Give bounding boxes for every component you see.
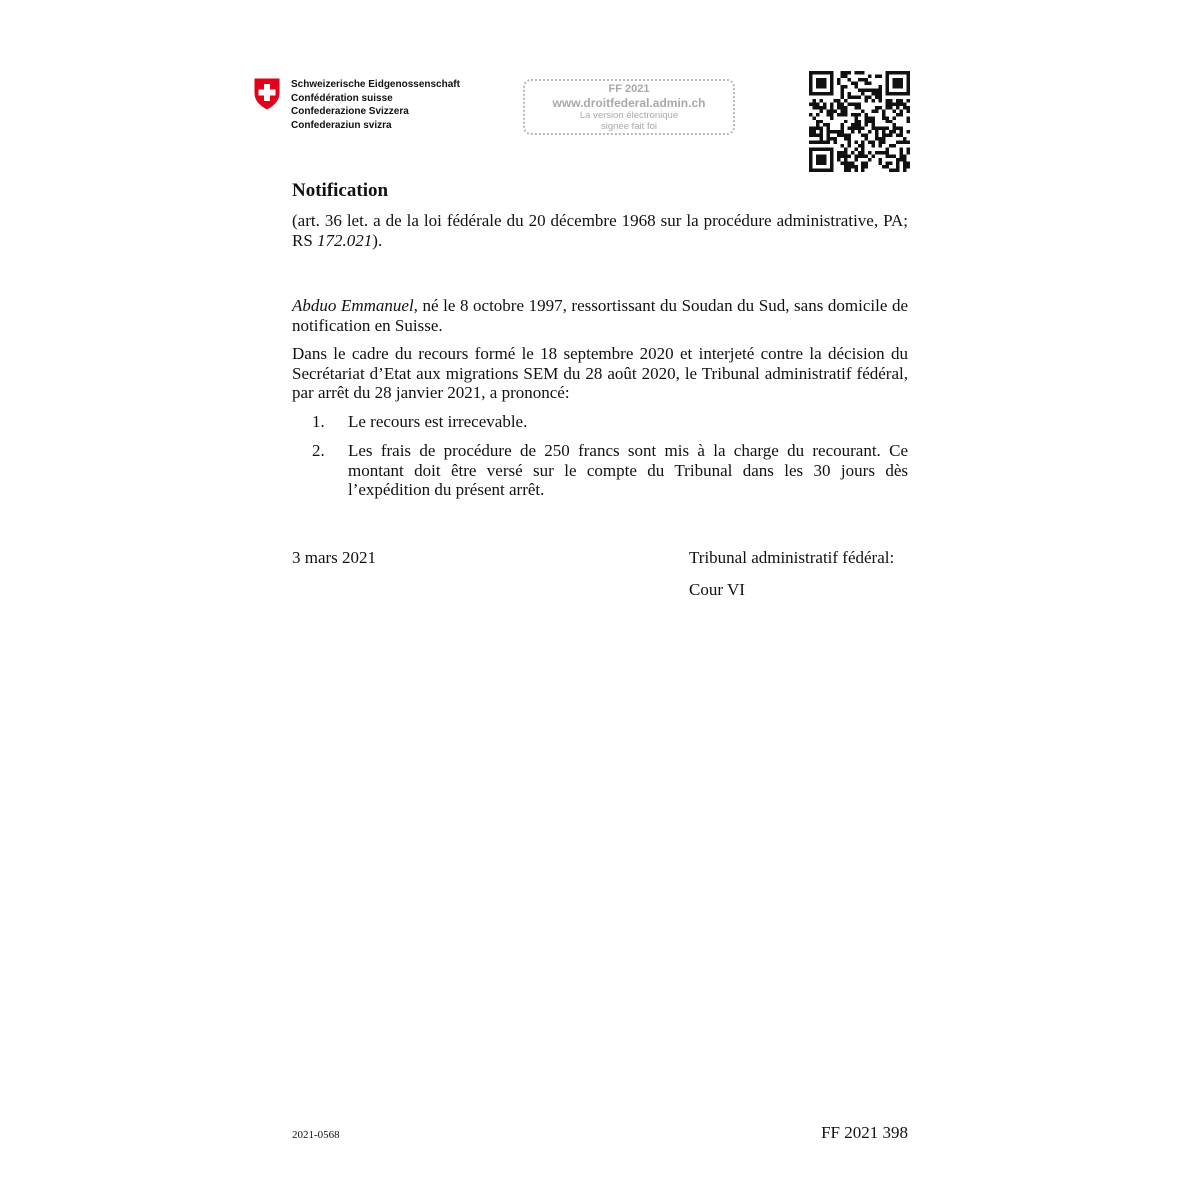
legal-reference bbox=[292, 211, 908, 250]
ref-prefix: (art. 36 let. a de la loi fédérale du 20 décembre 1968 sur la procédure administrative, PA; RS bbox=[292, 211, 908, 250]
list-item-text: Les frais de procédure de 250 francs sont mis à la charge du recourant. Ce montant doit être versé sur le compte du Tribunal dans les 30 jours dès l’expédition du présent arrêt. bbox=[348, 441, 908, 499]
page-reference: FF 2021 398 bbox=[821, 1123, 908, 1142]
electronic-version-stamp bbox=[523, 79, 735, 135]
stamp-line-4: signée fait foi bbox=[601, 121, 657, 132]
decision-paragraph: Dans le cadre du recours formé le 18 septembre 2020 et interjeté contre la décision du Secrétariat d’Etat aux migrations SEM du 28 août 2020, le Tribunal administratif fédéral, par arrêt du 28 janvier 2021, a prononcé: bbox=[292, 344, 908, 402]
list-item-text: Le recours est irrecevable. bbox=[348, 412, 528, 431]
swiss-emblem-icon bbox=[252, 77, 282, 111]
stamp-line-1: FF 2021 bbox=[608, 83, 650, 95]
confederation-it: Confederazione Svizzera bbox=[291, 106, 409, 117]
addressee-name: Abduo Emmanuel bbox=[292, 296, 414, 315]
page-title: Notification bbox=[292, 180, 389, 201]
addressee-details: , né le 8 octobre 1997, ressortissant du Soudan du Sud, sans domicile de notification en Suisse. bbox=[292, 296, 908, 335]
court-chamber: Cour VI bbox=[689, 580, 745, 599]
ref-rs-number: 172.021 bbox=[317, 230, 373, 250]
stamp-line-3: La version électronique bbox=[579, 110, 679, 121]
confederation-names bbox=[291, 78, 460, 132]
qr-code-icon bbox=[809, 71, 910, 172]
confederation-fr: Confédération suisse bbox=[291, 92, 393, 104]
confederation-de: Schweizerische Eidgenossenschaft bbox=[291, 79, 460, 90]
stamp-line-2: www.droitfederal.admin.ch bbox=[552, 96, 706, 110]
court-name: Tribunal administratif fédéral: bbox=[689, 548, 895, 567]
document-number: 2021-0568 bbox=[292, 1129, 340, 1141]
notification-date: 3 mars 2021 bbox=[292, 548, 377, 567]
addressee-paragraph bbox=[292, 296, 908, 335]
confederation-rm: Confederaziun svizra bbox=[291, 119, 392, 131]
list-item-number: 2. bbox=[312, 441, 325, 460]
list-item-number: 1. bbox=[312, 412, 325, 431]
ref-suffix: ). bbox=[372, 230, 383, 250]
